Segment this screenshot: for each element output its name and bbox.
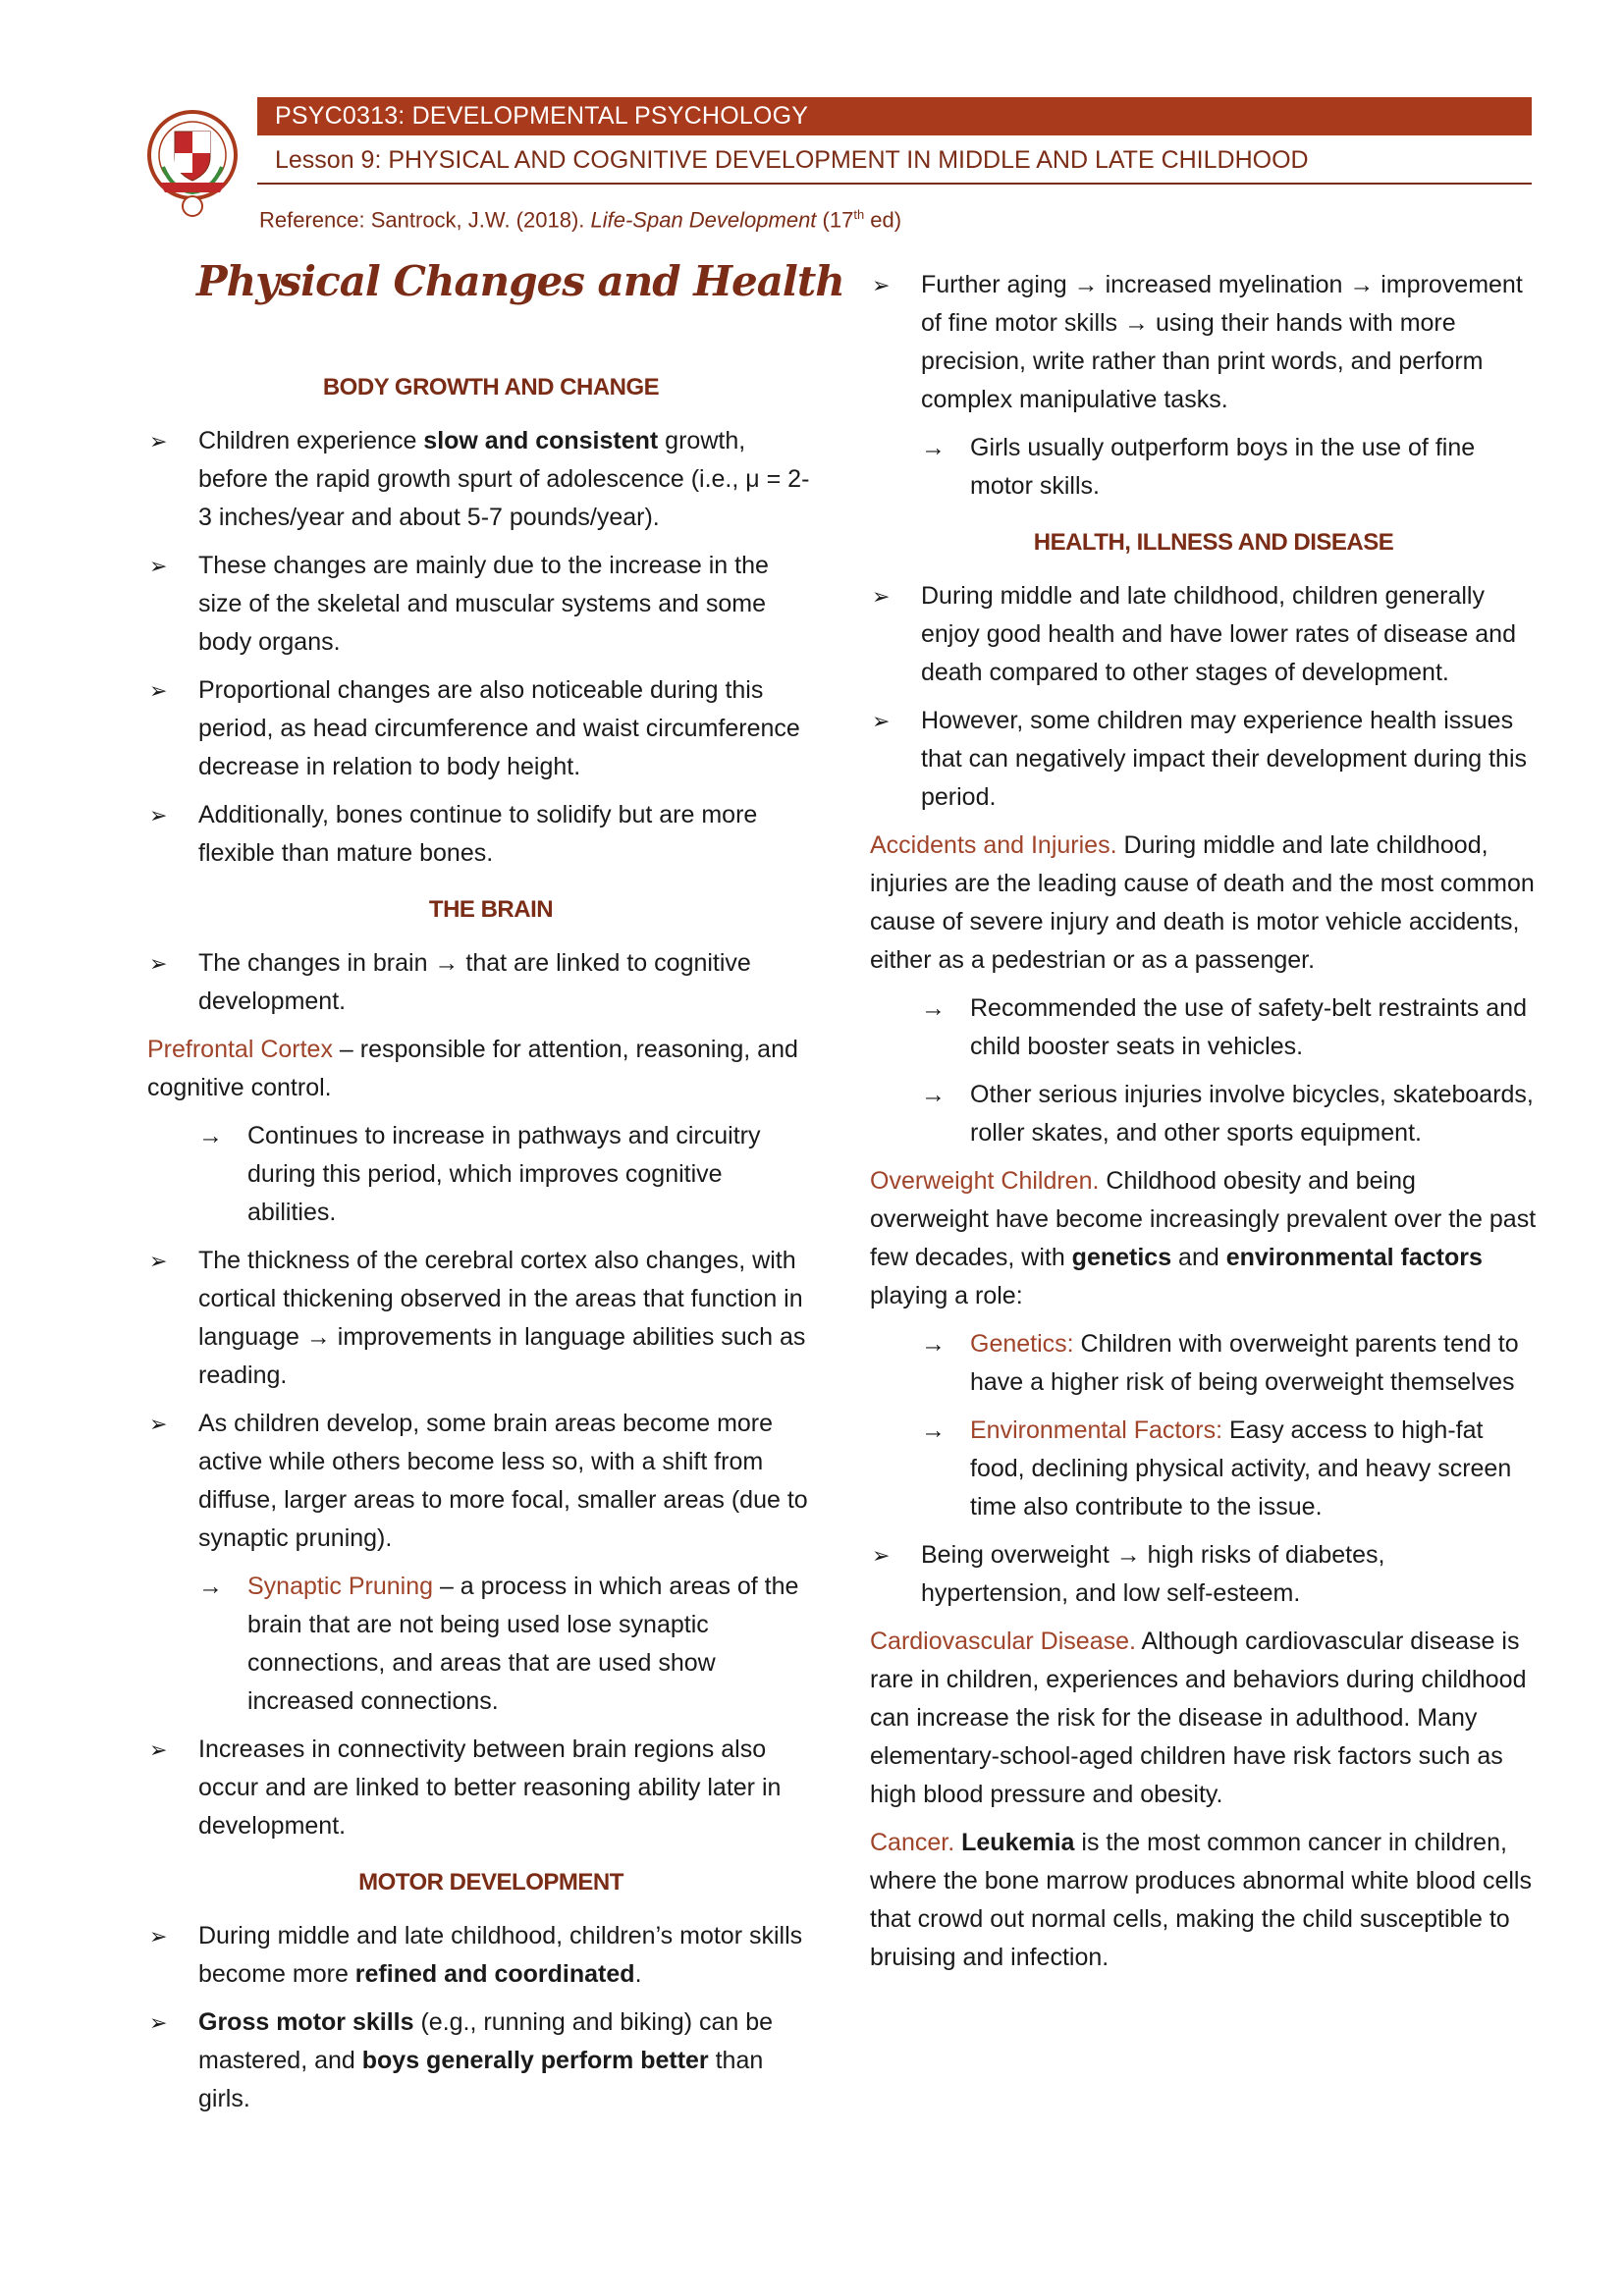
text: These changes are mainly due to the increase in the size of the skeletal and muscular systems and some body organs.: [198, 552, 769, 656]
list-item: [147, 1242, 815, 1395]
text: Proportional changes are also noticeable during this period, as head circumference and waist circumference decrease in relation to body height.: [198, 676, 800, 780]
arrowhead-bullet-icon: ➢: [149, 429, 168, 454]
text: Childhood obesity and being overweight have become increasingly prevalent over the past few decades, with: [870, 1167, 1537, 1271]
term-label: Prefrontal Cortex: [147, 1036, 333, 1063]
right-arrow-icon: →: [921, 1330, 946, 1358]
text: .: [634, 1960, 642, 1988]
list-item: [870, 429, 1538, 506]
reference-author: : Santrock, J.W. (2018).: [358, 207, 591, 233]
list-item: [870, 1536, 1538, 1613]
text: – a process in which areas of the brain that are not being used lose synaptic connections, and areas that are used show increased connections.: [247, 1573, 799, 1715]
paragraph: [870, 1162, 1538, 1315]
text: than girls.: [198, 2047, 764, 2112]
text: HEALTH, ILLNESS AND DISEASE: [1033, 529, 1394, 556]
section-heading: [147, 890, 815, 929]
reference-line: [259, 199, 901, 236]
lesson-title: Lesson 9: PHYSICAL AND COGNITIVE DEVELOPMENT IN MIDDLE AND LATE CHILDHOOD: [275, 146, 1309, 174]
arrowhead-bullet-icon: ➢: [149, 1737, 168, 1762]
arrowhead-bullet-icon: ➢: [149, 554, 168, 578]
text: Further aging → increased myelination → improvement of fine motor skills → using their hands with more precision, write rather than print words, and perform complex manipulative tasks.: [921, 271, 1523, 413]
text: During middle and late childhood, children generally enjoy good health and have lower rates of disease and death compared to other stages of development.: [921, 582, 1516, 686]
arrowhead-bullet-icon: ➢: [872, 709, 891, 733]
right-arrow-icon: →: [921, 1416, 946, 1444]
university-seal-logo: [145, 98, 240, 220]
list-item: [147, 1731, 815, 1845]
list-item: [147, 1117, 815, 1232]
section-heading: [870, 523, 1538, 561]
text: The changes in brain → that are linked to cognitive development.: [198, 949, 751, 1015]
list-item: [870, 266, 1538, 419]
text: The thickness of the cerebral cortex also changes, with cortical thickening observed in the areas that function in language → improvements in language abilities such as reading.: [198, 1247, 806, 1389]
arrowhead-bullet-icon: ➢: [149, 678, 168, 703]
emphasis-text: boys generally perform better: [361, 2047, 709, 2074]
left-column: [147, 350, 815, 2128]
right-arrow-icon: →: [921, 434, 946, 461]
text: Children with overweight parents tend to have a higher risk of being overweight themselves: [970, 1330, 1519, 1396]
list-item: [147, 422, 815, 537]
list-item: [870, 1412, 1538, 1526]
paragraph: [870, 1623, 1538, 1814]
list-item: [147, 796, 815, 873]
text: Increases in connectivity between brain regions also occur and are linked to better reasoning ability later in development.: [198, 1735, 782, 1840]
list-item: [870, 577, 1538, 692]
list-item: [147, 2003, 815, 2118]
list-item: [870, 1076, 1538, 1152]
text: (e.g., running and biking) can be mastered, and: [198, 2008, 774, 2074]
arrowhead-bullet-icon: ➢: [149, 1249, 168, 1273]
text: and: [1171, 1244, 1226, 1271]
emphasis-text: Gross motor skills: [198, 2008, 414, 2036]
paragraph: [870, 827, 1538, 980]
emphasis-text: environmental factors: [1225, 1244, 1483, 1271]
text: Being overweight → high risks of diabetes, hypertension, and low self-esteem.: [921, 1541, 1385, 1607]
course-title-bar: PSYC0313: DEVELOPMENTAL PSYCHOLOGY: [257, 97, 1532, 135]
text: Other serious injuries involve bicycles, skateboards, roller skates, and other sports equipment.: [970, 1081, 1534, 1147]
right-arrow-icon: →: [198, 1573, 223, 1600]
right-arrow-icon: →: [921, 1081, 946, 1108]
term-label: Synaptic Pruning: [247, 1573, 434, 1600]
text: – responsible for attention, reasoning, and cognitive control.: [147, 1036, 798, 1101]
text: During middle and late childhood, injuries are the leading cause of death and the most common cause of severe injury and death is motor vehicle accidents, either as a pedestrian or as a passenger.: [870, 831, 1535, 974]
paragraph: [870, 1824, 1538, 1977]
emphasis-text: refined and coordinated: [354, 1960, 635, 1988]
right-arrow-icon: →: [198, 1122, 223, 1149]
reference-book-title: Life-Span Development: [590, 207, 817, 233]
list-item: [147, 1568, 815, 1721]
reference-edition-close: ed): [864, 207, 902, 233]
list-item: [870, 989, 1538, 1066]
reference-edition-sup: th: [853, 207, 865, 222]
text: Easy access to high-fat food, declining physical activity, and heavy screen time also contribute to the issue.: [970, 1416, 1512, 1521]
text: playing a role:: [870, 1282, 1023, 1309]
text: is the most common cancer in children, where the bone marrow produces abnormal white blood cells that crowd out normal cells, making the child susceptible to bruising and infection.: [870, 1829, 1532, 1971]
emphasis-text: Leukemia: [961, 1829, 1075, 1856]
arrowhead-bullet-icon: ➢: [149, 803, 168, 828]
emphasis-text: slow and consistent: [423, 427, 659, 454]
text: growth, before the rapid growth spurt of adolescence (i.e., μ = 2-3 inches/year and about 5-7 pounds/year).: [198, 427, 810, 531]
section-heading: [147, 1863, 815, 1901]
text: As children develop, some brain areas become more active while others become less so, with a shift from diffuse, larger areas to more focal, smaller areas (due to synaptic pruning).: [198, 1410, 808, 1552]
list-item: [147, 671, 815, 786]
text: THE BRAIN: [428, 896, 554, 923]
reference-edition: (17: [816, 207, 854, 233]
section-heading: [147, 368, 815, 406]
section-title: Physical Changes and Health: [196, 257, 844, 305]
text: During middle and late childhood, children’s motor skills become more: [198, 1922, 803, 1988]
arrowhead-bullet-icon: ➢: [872, 1543, 891, 1568]
text: BODY GROWTH AND CHANGE: [322, 374, 660, 400]
text: Although cardiovascular disease is rare in children, experiences and behaviors during childhood can increase the risk for the disease in adulthood. Many elementary-school-aged children have risk factors such as high blood pressure and obesity.: [870, 1628, 1527, 1808]
arrowhead-bullet-icon: ➢: [149, 1412, 168, 1436]
list-item: [147, 1917, 815, 1994]
term-label: Overweight Children.: [870, 1167, 1100, 1195]
text: Continues to increase in pathways and circuitry during this period, which improves cognitive abilities.: [247, 1122, 761, 1226]
arrowhead-bullet-icon: ➢: [872, 273, 891, 297]
emphasis-text: genetics: [1071, 1244, 1172, 1271]
term-label: Cancer.: [870, 1829, 955, 1856]
term-label: Genetics:: [970, 1330, 1074, 1358]
arrowhead-bullet-icon: ➢: [872, 584, 891, 609]
arrowhead-bullet-icon: ➢: [149, 951, 168, 976]
text: MOTOR DEVELOPMENT: [358, 1869, 623, 1896]
list-item: [147, 944, 815, 1021]
right-arrow-icon: →: [921, 994, 946, 1022]
reference-label: Reference: [259, 207, 359, 233]
text: Recommended the use of safety-belt restraints and child booster seats in vehicles.: [970, 994, 1527, 1060]
right-column: [870, 266, 1538, 1987]
header-divider: [257, 183, 1532, 185]
list-item: [870, 702, 1538, 817]
arrowhead-bullet-icon: ➢: [149, 1924, 168, 1949]
text: Children experience: [198, 427, 424, 454]
arrowhead-bullet-icon: ➢: [149, 2010, 168, 2035]
term-label: Accidents and Injuries.: [870, 831, 1117, 859]
list-item: [147, 547, 815, 662]
text: Girls usually outperform boys in the use of fine motor skills.: [970, 434, 1476, 500]
term-label: Cardiovascular Disease.: [870, 1628, 1136, 1655]
text: Additionally, bones continue to solidify but are more flexible than mature bones.: [198, 801, 758, 867]
list-item: [870, 1325, 1538, 1402]
list-item: [147, 1405, 815, 1558]
paragraph: [147, 1031, 815, 1107]
text: However, some children may experience health issues that can negatively impact their development during this period.: [921, 707, 1528, 811]
term-label: Environmental Factors:: [970, 1416, 1223, 1444]
